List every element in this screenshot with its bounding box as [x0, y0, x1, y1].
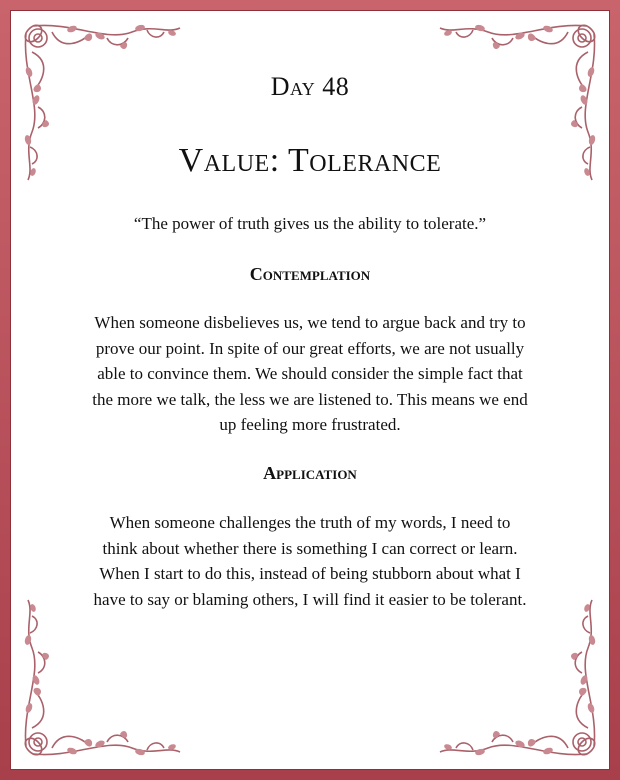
application-heading: Application	[263, 463, 357, 483]
quote: “The power of truth gives us the ability to tolerate.”	[133, 214, 487, 233]
text-line: When someone disbelieves us, we tend to argue back and try to	[94, 313, 526, 332]
text-line: When someone challenges the truth of my words, I need to	[109, 513, 511, 532]
contemplation-heading: Contemplation	[249, 264, 371, 284]
page-content	[10, 10, 610, 770]
text-line: prove our point. In spite of our great efforts, we are not usually	[95, 338, 525, 358]
value-title: Value: Tolerance	[178, 142, 442, 179]
application-text	[40, 510, 580, 612]
text-line: the more we talk, the less we are listened to. This means we end	[92, 389, 528, 409]
text-line: up feeling more frustrated.	[219, 415, 401, 434]
text-line: When I start to do this, instead of being stubborn about what I	[99, 564, 521, 583]
page-paper	[10, 10, 610, 770]
contemplation-text	[40, 310, 580, 438]
text-line: have to say or blaming others, I will find it easier to be tolerant.	[93, 589, 527, 609]
text-line: think about whether there is something I can correct or learn.	[102, 538, 518, 558]
day-title: Day 48	[270, 72, 350, 101]
text-line: able to convince them. We should consider the simple fact that	[97, 364, 523, 383]
